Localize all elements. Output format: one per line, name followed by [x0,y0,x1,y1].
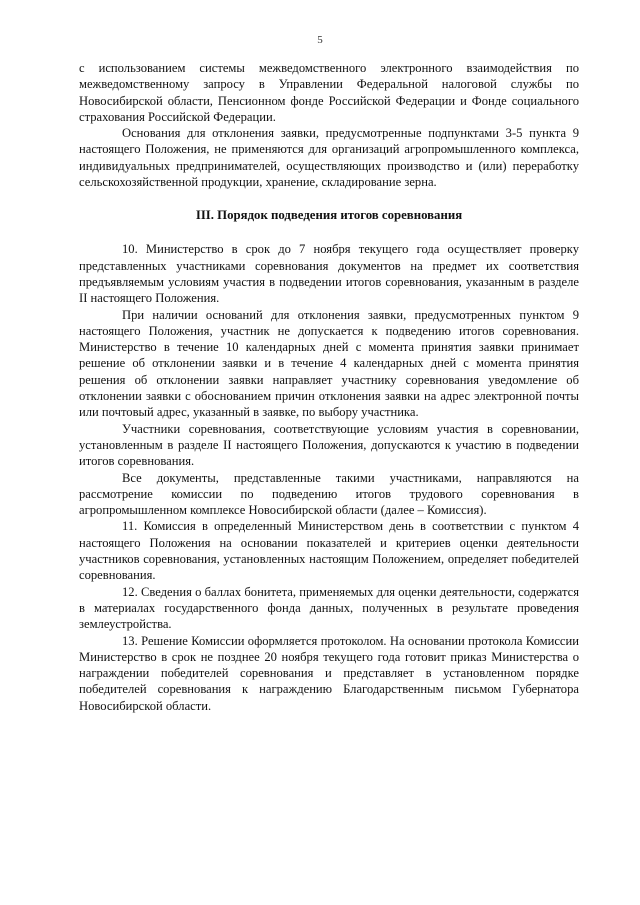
section-heading: III. Порядок подведения итогов соревнования [195,208,463,223]
paragraph-13: 13. Решение Комиссии оформляется протоколом. На основании протокола Комиссии Министерство в срок не позднее 20 ноября текущего года готовит приказ Министерства о награждении победителей соревнования и представляет в установленном порядке победителей соревнования к награждению Благодарственным письмом Губернатора Новосибирской области. [79,633,579,713]
page-number: 5 [317,34,323,46]
paragraph-12: 12. Сведения о баллах бонитета, применяемых для оценки деятельности, содержатся в материалах государственного фонда данных, полученных в результате проведения землеустройства. [79,584,579,632]
paragraph-11: 11. Комиссия в определенный Министерством день в соответствии с пунктом 4 настоящего Положения на основании показателей и критериев оценки деятельности участников соревнования, установленных настоящим Положением, определяет победителей соревнования. [79,519,579,583]
paragraph-rejection-procedure: При наличии оснований для отклонения заявки, предусмотренных пунктом 9 настоящего Положения, участник не допускается к подведению итогов соревнования. Министерство в течение 10 календарных дней с момента принятия заявки принимает решение об отклонении заявки и в течение 4 календарных дней с момента принятия решения об отклонении заявки направляет участнику соревнования уведомление об отклонении заявки с обоснованием причин отклонения заявки на адрес электронной почты или почтовый адрес, указанный в заявке, по выбору участника. [79,307,579,420]
paragraph-10: 10. Министерство в срок до 7 ноября текущего года осуществляет проверку представленных участниками соревнования документов на предмет их соответствия предъявляемым условиям участия в подведении итогов соревнования, указанным в разделе II настоящего Положения. [79,242,579,306]
paragraph-continuation: с использованием системы межведомственного электронного взаимодействия по межведомственному запросу в Управлении Федеральной налоговой службы по Новосибирской области, Пенсионном фонде Российской Федерации и Фонде социального страхования Российской Федерации. [79,61,579,124]
paragraph-admitted-participants: Участники соревнования, соответствующие условиям участия в соревновании, установленным в разделе II настоящего Положения, допускаются к участию в подведении итогов соревнования. [79,421,579,469]
paragraph-documents-commission: Все документы, представленные такими участниками, направляются на рассмотрение комиссии по подведению итогов трудового соревнования в агропромышленном комплексе Новосибирской области (далее – Комиссия). [79,470,579,518]
document-body [79,60,579,714]
paragraph-rejection-grounds: Основания для отклонения заявки, предусмотренные подпунктами 3-5 пункта 9 настоящего Положения, не применяются для организаций агропромышленного комплекса, индивидуальных предпринимателей, осуществляющих производство и (или) переработку сельскохозяйственной продукции, хранение, складирование зерна. [79,126,579,190]
